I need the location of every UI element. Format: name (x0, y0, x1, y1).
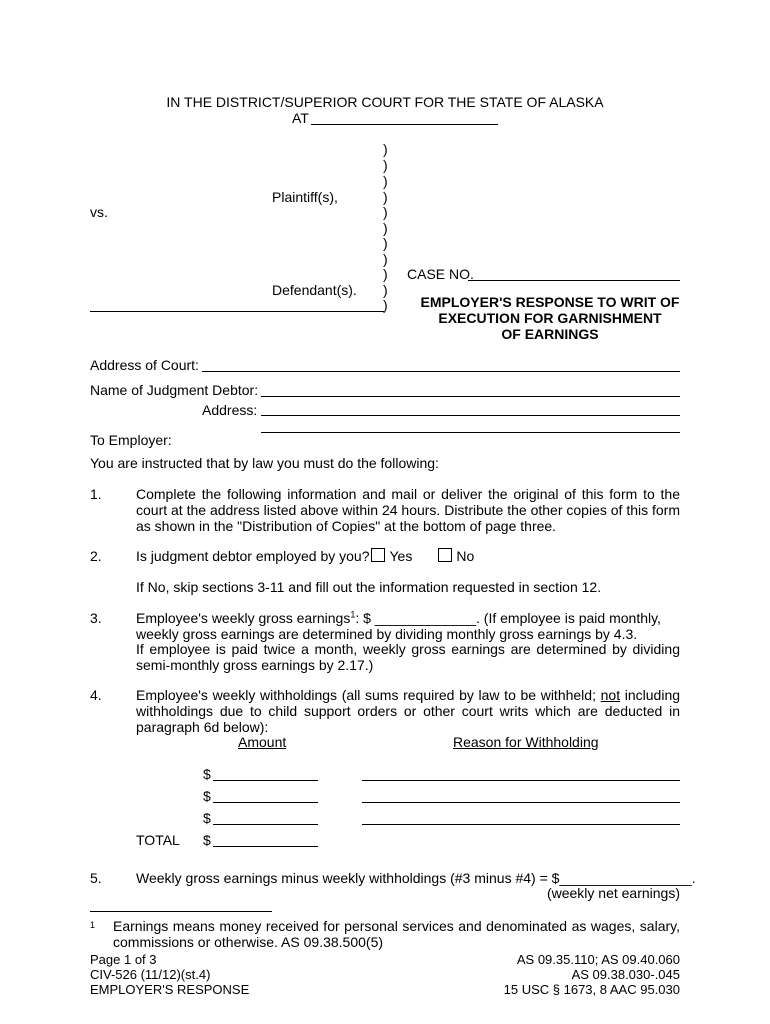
footnote-number: 1 (90, 920, 96, 930)
withholding-reason-1[interactable] (362, 780, 680, 781)
total-label: TOTAL (136, 832, 180, 848)
withholding-total[interactable] (213, 846, 318, 847)
item-3-line-2: weekly gross earnings are determined by dividing monthly gross earnings by 4.3. (136, 626, 638, 642)
defendant-label: Defendant(s). (272, 282, 357, 298)
item-4-text-b: including withholdings due to child support orders or other court writs which are deducted in paragraph 6d below): (136, 687, 681, 735)
withholding-reason-3[interactable] (362, 824, 680, 825)
paren: ) (383, 189, 388, 205)
item-2-text: Is judgment debtor employed by you? (136, 548, 370, 564)
item-5-number: 5. (90, 870, 102, 886)
doc-title-line-1: EMPLOYER'S RESPONSE TO WRIT OF (420, 294, 680, 310)
statute-3: 15 USC § 1673, 8 AAC 95.030 (503, 982, 680, 997)
debtor-address-line-1[interactable] (261, 415, 680, 416)
item-2-instruction: If No, skip sections 3-11 and fill out the information requested in section 12. (136, 579, 602, 595)
plaintiff-label: Plaintiff(s), (272, 189, 338, 205)
paren: ) (383, 220, 388, 236)
paren: ) (383, 266, 388, 282)
paren: ) (383, 157, 388, 173)
withholding-reason-2[interactable] (362, 802, 680, 803)
address-of-court-label: Address of Court: (90, 357, 199, 373)
case-no-line[interactable] (468, 280, 680, 281)
defendant-name-line[interactable] (90, 311, 384, 312)
dollar-sign: $ (203, 810, 211, 826)
item-2-number: 2. (90, 548, 102, 564)
form-name: EMPLOYER'S RESPONSE (90, 982, 250, 997)
withholding-amount-3[interactable] (213, 824, 318, 825)
paren: ) (383, 297, 388, 313)
item-5-caption: (weekly net earnings) (546, 885, 680, 901)
yes-label: Yes (389, 548, 413, 564)
item-4-text-a: Employee's weekly withholdings (all sums required by law to be withheld; (136, 687, 596, 703)
footnote-ref: 1 (350, 609, 356, 620)
item-3-first-line (136, 610, 661, 626)
at-line[interactable] (311, 124, 498, 125)
instruction-text: You are instructed that by law you must do the following: (90, 455, 439, 471)
statute-2: AS 09.38.030-.045 (571, 967, 680, 982)
item-4-number: 4. (90, 687, 102, 703)
no-checkbox[interactable] (438, 548, 452, 562)
statute-1: AS 09.35.110; AS 09.40.060 (516, 952, 680, 967)
item-3-line-3: If employee is paid twice a month, weekly gross earnings are determined by dividing semi-monthly gross earnings by 2.17.) (136, 641, 680, 673)
dollar-sign: $ (203, 832, 211, 848)
debtor-address-label: Address: (202, 402, 258, 418)
item-3-gross-earnings-field[interactable]: : $ _____________. (If employee is paid monthly, (355, 610, 661, 626)
case-no-label: CASE NO. (407, 266, 474, 282)
withholding-amount-1[interactable] (213, 780, 318, 781)
paren: ) (383, 204, 388, 220)
item-2-question (136, 548, 474, 564)
item-4-text (136, 687, 680, 735)
court-title: IN THE DISTRICT/SUPERIOR COURT FOR THE STATE OF ALASKA (166, 94, 604, 110)
paren: ) (383, 235, 388, 251)
item-1-text: Complete the following information and mail or deliver the original of this form to the court at the address listed above within 24 hours. Distribute the other copies of this form as shown in the "Distribution of Copies" at the bottom of page three. (136, 486, 680, 534)
no-label: No (456, 548, 475, 564)
paren: ) (383, 282, 388, 298)
debtor-name-line[interactable] (261, 396, 680, 397)
withholding-amount-2[interactable] (213, 802, 318, 803)
paren: ) (383, 141, 388, 157)
reason-header: Reason for Withholding (453, 734, 599, 750)
page-number: Page 1 of 3 (90, 952, 157, 967)
vs-label: vs. (90, 204, 108, 220)
item-5-text[interactable]: Weekly gross earnings minus weekly withholdings (#3 minus #4) = $_________________. (136, 870, 696, 886)
paren: ) (383, 173, 388, 189)
yes-checkbox[interactable] (371, 548, 385, 562)
footnote-divider (90, 911, 272, 912)
to-employer-label: To Employer: (90, 432, 172, 448)
address-of-court-line[interactable] (202, 371, 680, 372)
paren: ) (383, 251, 388, 267)
amount-header: Amount (238, 734, 287, 750)
form-number: CIV-526 (11/12)(st.4) (90, 967, 211, 982)
item-3-number: 3. (90, 610, 102, 626)
debtor-address-line-2[interactable] (261, 432, 680, 433)
at-label: AT (292, 110, 309, 126)
item-4-not: not (600, 687, 621, 703)
dollar-sign: $ (203, 766, 211, 782)
item-3-text: Employee's weekly gross earnings (136, 610, 351, 626)
dollar-sign: $ (203, 788, 211, 804)
doc-title-line-2: EXECUTION FOR GARNISHMENT (438, 310, 662, 326)
doc-title-line-3: OF EARNINGS (501, 326, 599, 342)
item-1-number: 1. (90, 486, 102, 502)
debtor-name-label: Name of Judgment Debtor: (90, 382, 259, 398)
footnote-text: Earnings means money received for personal services and denominated as wages, salary, commissions or otherwise. AS 09.38.500(5) (113, 918, 680, 950)
